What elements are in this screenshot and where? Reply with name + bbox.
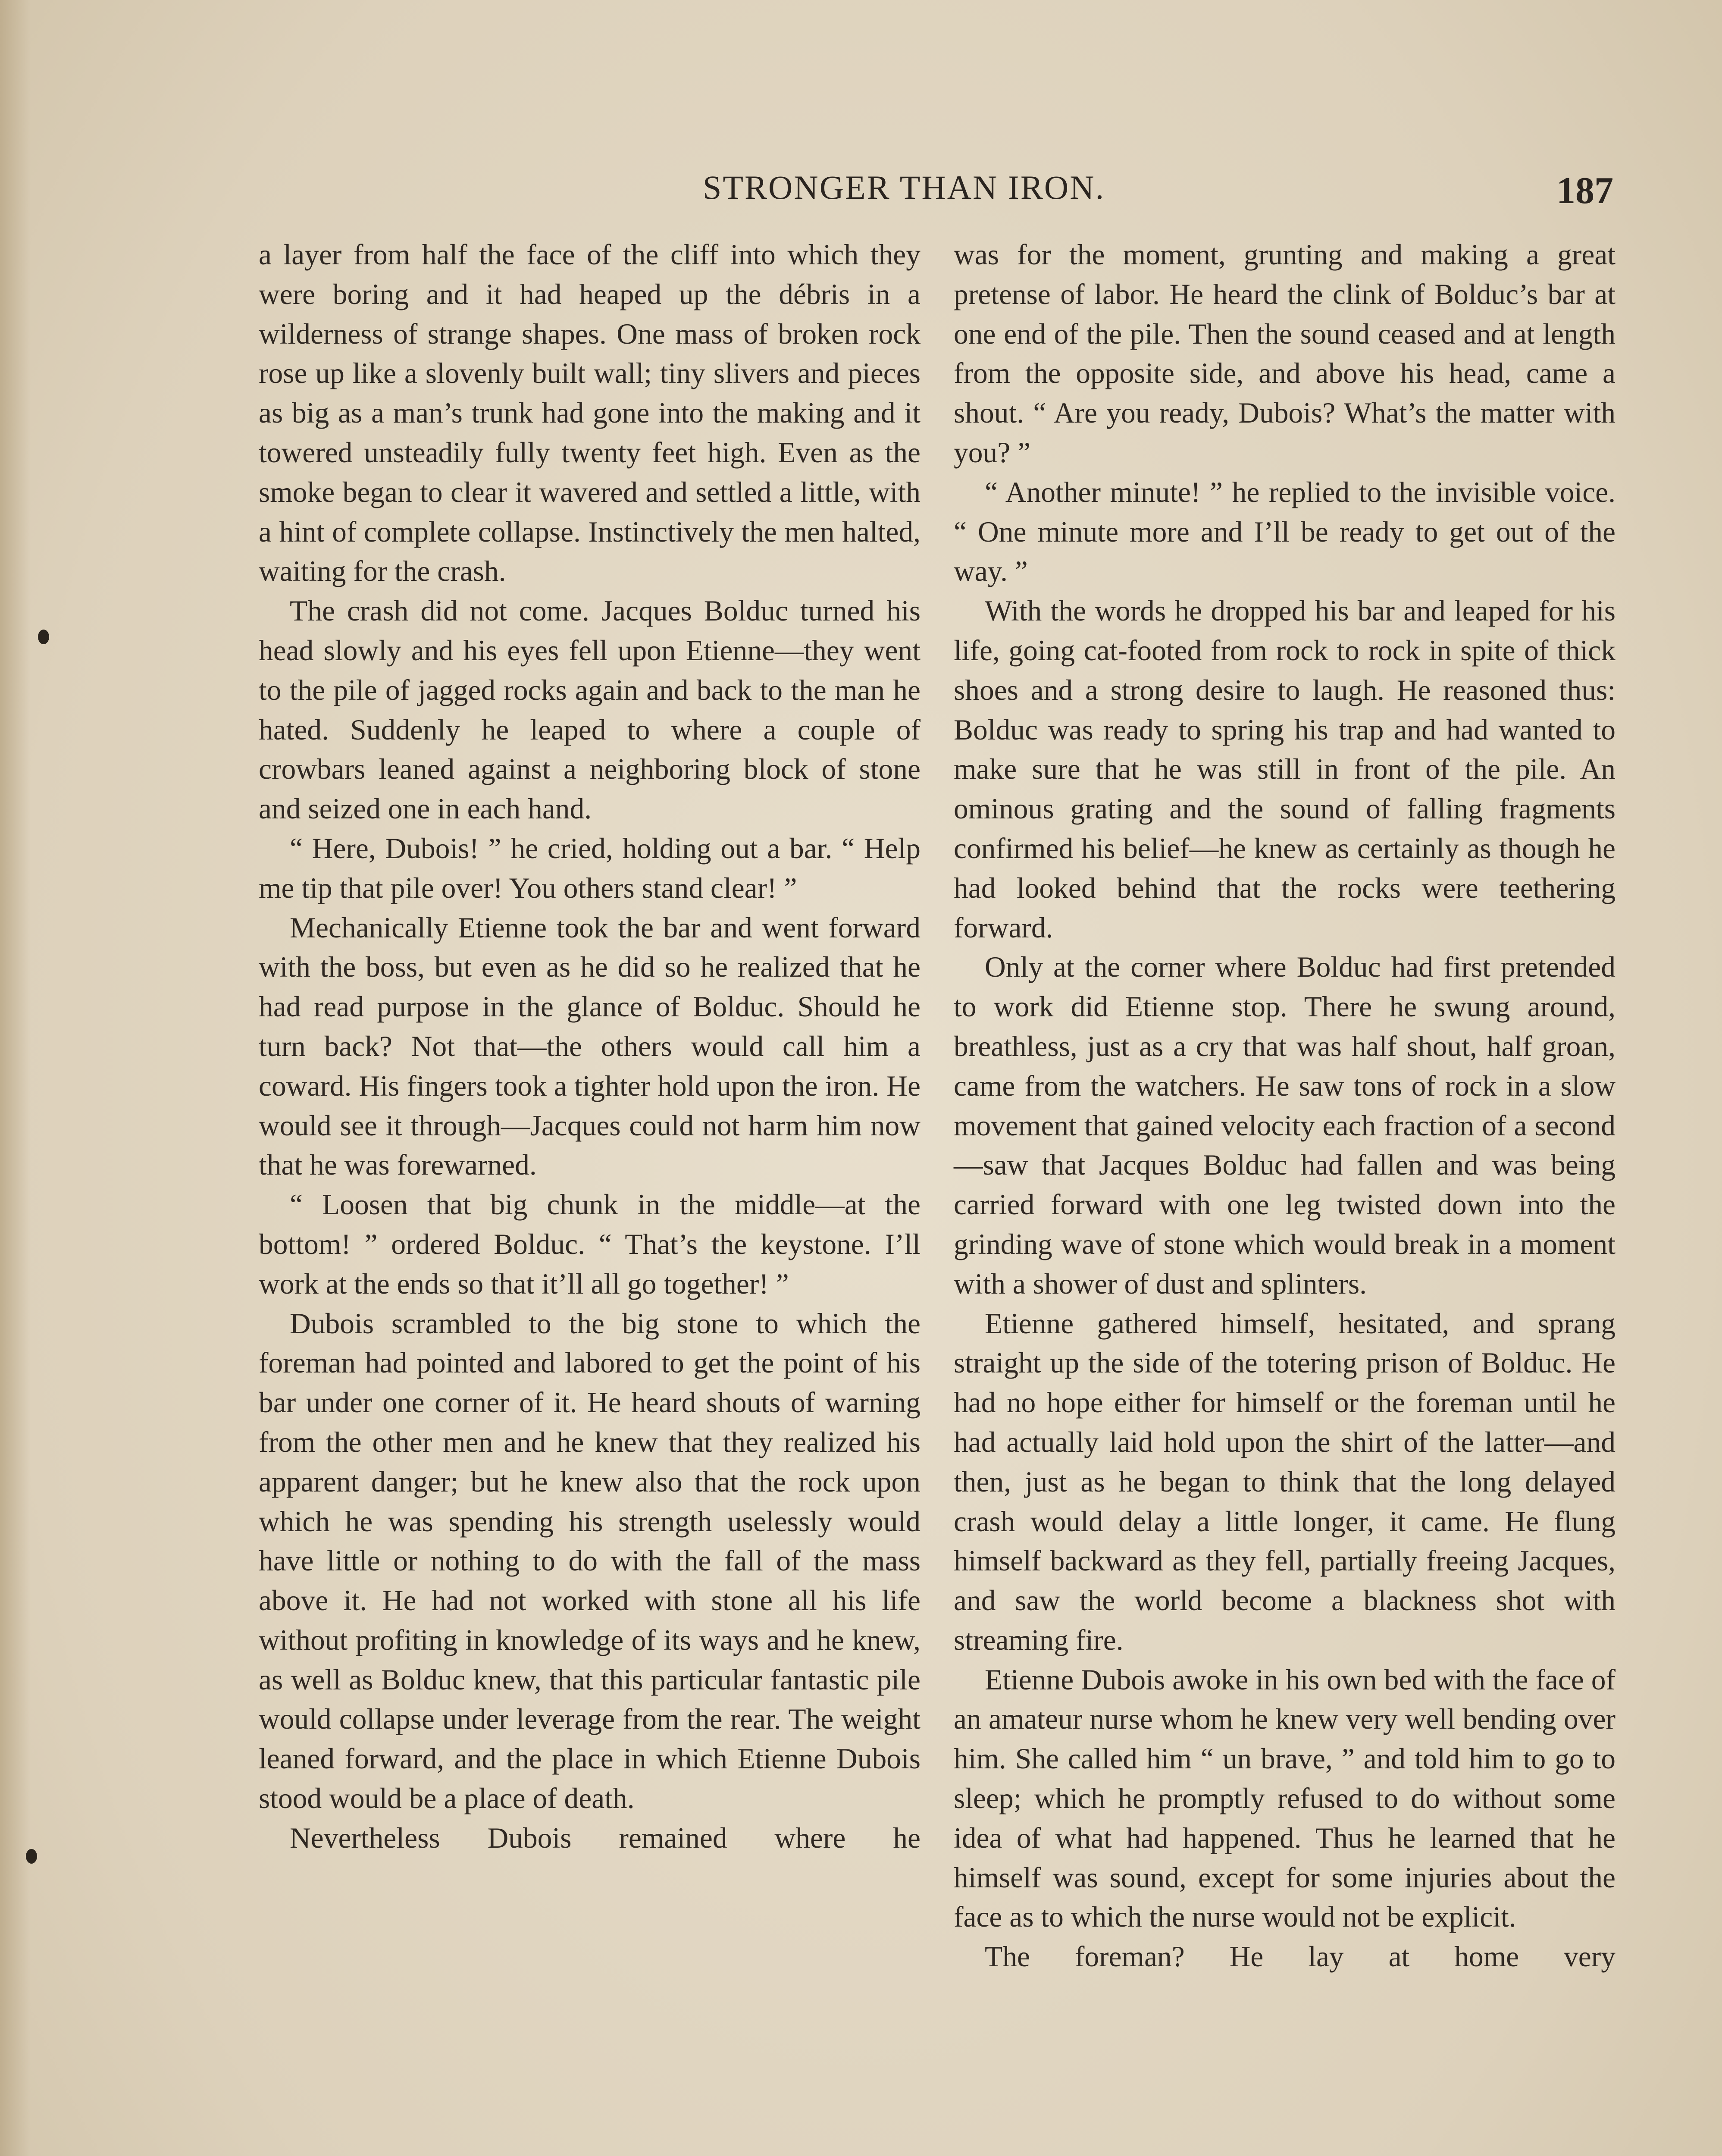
paragraph: The crash did not come. Jacques Bolduc turned his head slowly and his eyes fell upon Etienne—they went to the pile of jagged rocks again and back to the man he hated. Suddenly he leaped to where a couple of crowbars leaned against a neighboring block of stone and seized one in each hand. [259, 595, 920, 825]
paragraph: Only at the corner where Bolduc had first pretended to work did Etienne stop. There he swung around, breathless, just as a cry that was half shout, half groan, came from the watchers. He saw tons of rock in a slow movement that gained velocity each fraction of a second—saw that Jacques Bolduc had fallen and was being carried forward with one leg twisted down into the grinding wave of stone which would break in a moment with a shower of dust and splinters. [954, 951, 1616, 1300]
paragraph: “ Here, Dubois! ” he cried, holding out a bar. “ Help me tip that pile over! You others stand clear! ” [259, 832, 920, 904]
paragraph: With the words he dropped his bar and leaped for his life, going cat-footed from rock to rock in spite of thick shoes and a strong desire to laugh. He reasoned thus: Bolduc was ready to spring his trap and had wanted to make sure that he was still in front of the pile. An ominous grating and the sound of falling fragments confirmed his belief—he knew as certainly as though he had looked behind that the rocks were teethering forward. [954, 595, 1616, 944]
paragraph: Mechanically Etienne took the bar and went forward with the boss, but even as he did so he realized that he had read purpose in the glance of Bolduc. Should he turn back? Not that—the others would call him a coward. His fingers took a tighter hold upon the iron. He would see it through—Jacques could not harm him now that he was forewarned. [259, 911, 920, 1181]
page-number: 187 [1556, 170, 1613, 212]
paragraph: Etienne gathered himself, hesitated, and sprang straight up the side of the totering prison of Bolduc. He had no hope either for himself or the foreman until he had actually laid hold upon the shirt of the latter—and then, just as he began to think that the long delayed crash would delay a little longer, it came. He flung himself backward as they fell, partially freeing Jacques, and saw the world become a blackness shot with streaming fire. [954, 1307, 1616, 1656]
page-edge-shading [0, 0, 30, 2156]
binding-hole [26, 1849, 37, 1864]
paragraph: “ Another minute! ” he replied to the invisible voice. “ One minute more and I’ll be ready to get out of the way. ” [954, 476, 1616, 588]
left-text-column [259, 235, 920, 1858]
paragraph: Nevertheless Dubois remained where he [290, 1821, 920, 1854]
paragraph: Dubois scrambled to the big stone to which the foreman had pointed and labored to get the point of his bar under one corner of it. He heard shouts of warning from the other men and he knew that they realized his apparent danger; but he knew also that the rock upon which he was spending his strength uselessly would have little or nothing to do with the fall of the mass above it. He had not worked with stone all his life without profiting in knowledge of its ways and he knew, as well as Bolduc knew, that this particular fantastic pile would collapse under leverage from the rear. The weight leaned forward, and the place in which Etienne Dubois stood would be a place of death. [259, 1307, 920, 1815]
paragraph: a layer from half the face of the cliff into which they were boring and it had heaped up the débris in a wilderness of strange shapes. One mass of broken rock rose up like a slovenly built wall; tiny slivers and pieces as big as a man’s trunk had gone into the making and it towered unsteadily fully twenty feet high. Even as the smoke began to clear it wavered and settled a little, with a hint of complete collapse. Instinctively the men halted, waiting for the crash. [259, 238, 920, 588]
running-title: STRONGER THAN IRON. [703, 169, 1105, 206]
right-text-column [954, 235, 1616, 1977]
paragraph: “ Loosen that big chunk in the middle—at the bottom! ” ordered Bolduc. “ That’s the keystone. I’ll work at the ends so that it’ll all go together! ” [259, 1188, 920, 1300]
paragraph: Etienne Dubois awoke in his own bed with the face of an amateur nurse whom he knew very well bending over him. She called him “ un brave, ” and told him to go to sleep; which he promptly refused to do without some idea of what had happened. Thus he learned that he himself was sound, except for some injuries about the face as to which the nurse would not be explicit. [954, 1663, 1616, 1934]
paragraph: was for the moment, grunting and making a great pretense of labor. He heard the clink of Bolduc’s bar at one end of the pile. Then the sound ceased and at length from the opposite side, and above his head, came a shout. “ Are you ready, Dubois? What’s the matter with you? ” [954, 238, 1616, 469]
paragraph: The foreman? He lay at home very [985, 1940, 1616, 1973]
binding-hole [38, 630, 49, 644]
